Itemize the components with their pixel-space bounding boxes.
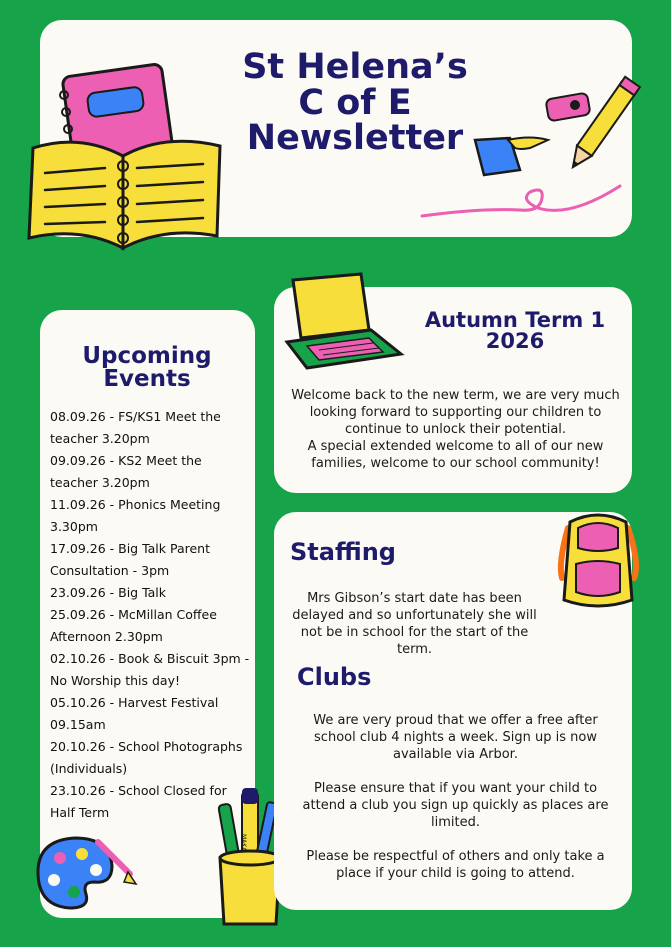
event-item: 11.09.26 - Phonics Meeting 3.30pm <box>50 497 221 534</box>
events-heading-line-2: Events <box>103 366 191 393</box>
event-item: 20.10.26 - School Photographs (Individuals) <box>50 739 243 776</box>
events-list <box>50 406 250 824</box>
events-heading-line-1: Upcoming <box>82 343 212 369</box>
clubs-paragraph-1: We are very proud that we offer a free after school club 4 nights a week. Sign up is now available via Arbor. <box>313 713 598 762</box>
event-item: 23.09.26 - Big Talk <box>50 585 167 600</box>
autumn-paragraph-1: Welcome back to the new term, we are very much looking forward to supporting our children to continue to unlock their potential. <box>291 388 620 437</box>
autumn-text <box>288 387 623 472</box>
paint-palette-icon <box>30 832 140 912</box>
staffing-text: Mrs Gibson’s start date has been delayed and so unfortunately she will not be in school for the start of the term. <box>292 591 537 657</box>
clubs-heading: Clubs <box>297 663 372 691</box>
marker-pen-label: MAKA <box>240 834 247 852</box>
event-item: 25.09.26 - McMillan Coffee Afternoon 2.30pm <box>50 607 217 644</box>
event-item: 09.09.26 - KS2 Meet the teacher 3.20pm <box>50 453 202 490</box>
laptop-icon <box>283 272 405 372</box>
newsletter-title <box>220 47 490 159</box>
eraser-icon <box>470 130 550 185</box>
autumn-paragraph-2: A special extended welcome to all of our new families, welcome to our school community! <box>307 439 604 471</box>
event-item: 02.10.26 - Book & Biscuit 3pm - No Worship this day! <box>50 651 250 688</box>
event-item: 08.09.26 - FS/KS1 Meet the teacher 3.20pm <box>50 409 221 446</box>
autumn-heading-line-1: Autumn Term 1 <box>424 308 606 332</box>
scribble-decoration <box>420 178 630 223</box>
title-line-2: C of E <box>298 82 412 123</box>
pencil-icon <box>566 72 636 182</box>
title-line-3: Newsletter <box>246 118 464 159</box>
staffing-heading: Staffing <box>290 538 396 566</box>
clubs-paragraph-2: Please ensure that if you want your child to attend a club you sign up quickly as places are limited. <box>302 781 609 830</box>
title-line-1: St Helena’s <box>242 47 468 87</box>
events-heading <box>52 345 242 392</box>
clubs-paragraph-3: Please be respectful of others and only take a place if your child is going to attend. <box>306 849 605 881</box>
backpack-icon <box>548 508 648 613</box>
autumn-heading <box>405 310 625 353</box>
clubs-text <box>298 712 613 882</box>
autumn-heading-line-2: 2026 <box>485 329 545 354</box>
event-item: 23.10.26 - School Closed for Half Term <box>50 783 227 820</box>
event-item: 17.09.26 - Big Talk Parent Consultation - 3pm <box>50 541 211 578</box>
open-book-icon <box>25 128 225 258</box>
event-item: 05.10.26 - Harvest Festival 09.15am <box>50 695 219 732</box>
